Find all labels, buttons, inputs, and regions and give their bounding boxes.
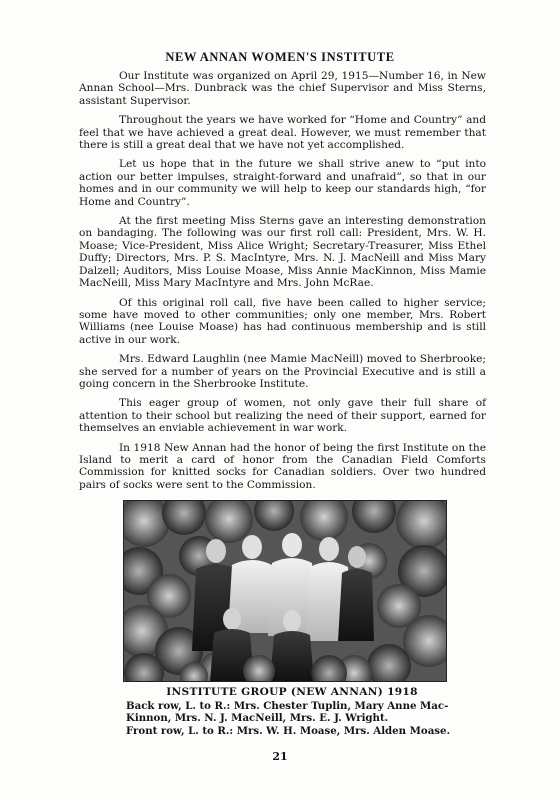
photo-caption: [112, 686, 472, 737]
paragraph-first-meeting: At the first meeting Miss Sterns gave an interesting demonstration on bandaging. The following was our first roll call: President, Mrs. W. H. Moase; Vice-President, Miss Alice Wright; Secretary-Treasurer, Miss Ethel Duffy; Directors, Mrs. P. S. MacIntyre, Mrs. N. J. MacNeill and Miss Mary Dalzell; Auditors, Miss Louise Moase, Miss Annie MacKinnon, Miss Mamie MacNeill, Miss Mary MacIntyre and Mrs. John McRae.: [79, 215, 486, 290]
caption-title: INSTITUTE GROUP (NEW ANNAN) 1918: [166, 686, 418, 698]
group-photo: [123, 500, 447, 682]
group-photo-image: [124, 501, 446, 681]
paragraph-card-of-honor: In 1918 New Annan had the honor of being the first Institute on the Island to merit a card of honor from the Canadian Field Comforts Commission for knitted socks for Canadian soldiers. Over two hundred pairs of socks were sent to the Commission.: [79, 441, 486, 491]
paragraph-home-and-country: Throughout the years we have worked for “Home and Country” and feel that we have achieved a great deal. However, we must remember that there is still a great deal that we have not yet accomplished.: [79, 114, 486, 152]
paragraph-war-work: This eager group of women, not only gave their full share of attention to their school but realizing the need of their support, earned for themselves an enviable achievement in war work.: [79, 397, 486, 435]
caption-front-row: Front row, L. to R.: Mrs. W. H. Moase, Mrs. Alden Moase.: [126, 724, 451, 737]
paragraph-original-roll-call: Of this original roll call, five have been called to higher service; some have moved to other communities; only one member, Mrs. Robert Williams (nee Louise Moase) has had continuous membership and is still active in our work.: [79, 296, 486, 346]
article-body: [79, 70, 486, 498]
page-title: NEW ANNAN WOMEN'S INSTITUTE: [165, 50, 395, 64]
caption-back-row: Back row, L. to R.: Mrs. Chester Tuplin, Mary Anne Mac-: [126, 700, 449, 712]
page-number: 21: [272, 750, 288, 763]
paragraph-future-hope: Let us hope that in the future we shall strive anew to “put into action our better impulses, straight-forward and unafraid”, so that in our homes and in our community we will help to keep our standards high, “for Home and Country”.: [79, 158, 486, 208]
paragraph-organization: Our Institute was organized on April 29, 1915—Number 16, in New Annan School—Mrs. Dunbrack was the chief Supervisor and Miss Sterns, assistant Supervisor.: [79, 70, 486, 107]
caption-back-row-continued: Kinnon, Mrs. N. J. MacNeill, Mrs. E. J. Wright.: [126, 712, 389, 725]
paragraph-sherbrooke: Mrs. Edward Laughlin (nee Mamie MacNeill) moved to Sherbrooke; she served for a number of years on the Provincial Executive and is still a going concern in the Sherbrooke Institute.: [79, 353, 486, 390]
